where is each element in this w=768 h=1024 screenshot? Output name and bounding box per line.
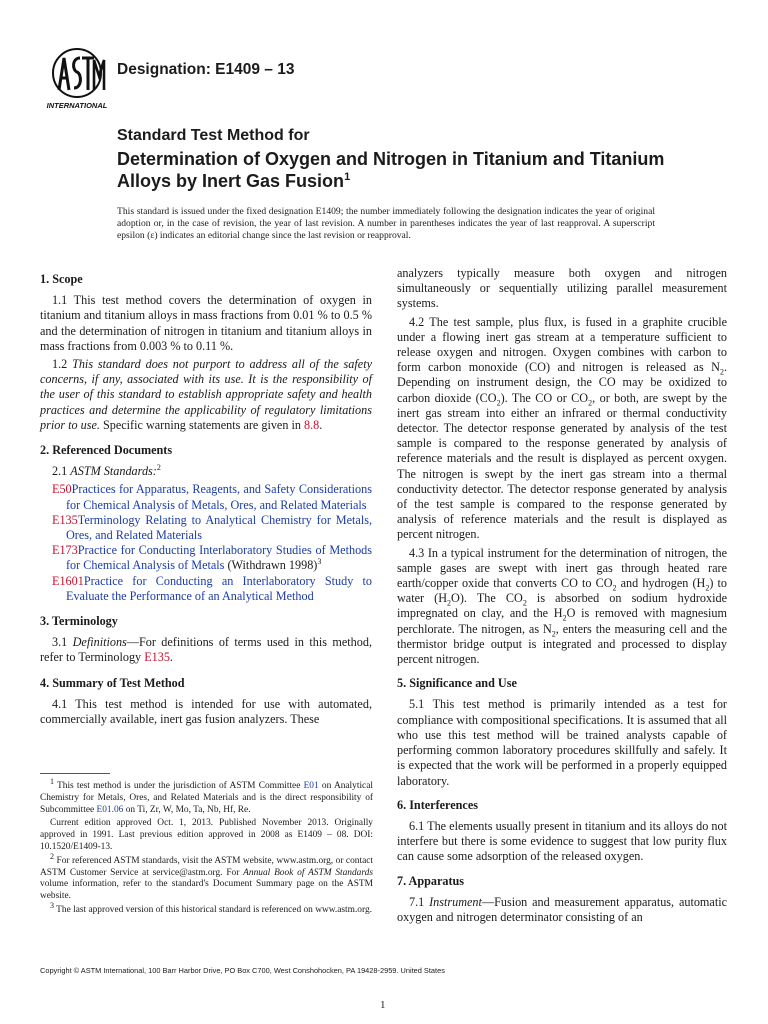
paragraph: 2.1 ASTM Standards:$^2$ [52, 463, 161, 479]
designation: Designation: E1409 – 13 [117, 61, 295, 78]
section-heading: 7. Apparatus [397, 873, 465, 888]
section-heading: 3. Terminology [40, 614, 118, 629]
title-prefix: Standard Test Method for [117, 127, 310, 144]
reference-item[interactable]: E50Practices for Apparatus, Reagents, and Safety Considerations for Chemical Analysis of Metals, Ores, and Related Materials [52, 482, 372, 512]
paragraph: 1.2 This standard does not purport to address all of the safety concerns, if any, associated with its use. It is the responsibility of the user of this standard to establish appropriate safety and health practices and determine the applicability of regulatory limitations prior to use. Specific warning statements are given in 8.8. [40, 357, 372, 432]
document-title: Determination of Oxygen and Nitrogen in Titanium and Titanium Alloys by Inert Gas Fusion$^1$ [117, 149, 665, 191]
reference-item[interactable]: E1601Practice for Conducting an Interlaboratory Study to Evaluate the Performance of an Analytical Method [52, 573, 372, 603]
paragraph: 3.1 Definitions—For definitions of terms used in this method, refer to Terminology E135. [40, 635, 372, 665]
page-number: 1 [380, 999, 386, 1011]
paragraph: 5.1 This test method is primarily intended as a test for compliance with compositional specifications. It is assumed that all who use this test method will be trained analysts capable of performing common laboratory procedures skillfully and safely. It is expected that the work will be performed in a properly equipped laboratory. [397, 697, 727, 788]
footnotes [40, 776, 373, 919]
link-8-8[interactable]: 8.8 [304, 417, 320, 432]
astm-logo [42, 46, 112, 110]
paragraph: 4.1 This test method is intended for use with automated, commercially available, inert gas fusion analyzers. These [40, 696, 372, 727]
paragraph: 4.2 The test sample, plus flux, is fused in a graphite crucible under a flowing inert gas stream at a temperature sufficient to release oxygen and nitrogen. Oxygen combines with carbon to form carbon monoxide (CO) and nitrogen is released as $N_2$. Depending on instrument design, the CO may be oxidized to carbon dioxide $(CO_2)$. The CO or $CO_2$, or both, are swept by the inert gas stream into either an infrared or thermal conductivity detector. The detector response generated by analysis of the test sample is compared to the response generated by analysis of reference materials and the result is displayed as percent oxygen. The nitrogen is swept by the inert gas stream into a thermal conductivity detector. The detector response generated by analysis of the test sample is compared to the response generated by analysis of reference materials and the result is displayed as percent nitrogen. [397, 314, 727, 542]
section-heading: 4. Summary of Test Method [40, 675, 185, 690]
section-heading: 2. Referenced Documents [40, 443, 173, 458]
paragraph: 1.1 This test method covers the determination of oxygen in titanium and titanium alloys in mass fractions from 0.01 % to 0.5 % and the determination of nitrogen in titanium and titanium alloys in mass fractions from 0.003 % to 0.11 %. [40, 293, 372, 353]
footnote-1: $^1$ This test method is under the jurisdiction of ASTM Committee E01 on Analytical Chemistry for Metals, Ores, and Related Materials and is the direct responsibility of Subcommittee E01.06 on Ti, Zr, W, Mo, Ta, Nb, Hf, Re. [40, 776, 373, 815]
paragraph: 4.3 In a typical instrument for the determination of nitrogen, the sample gases are swept with inert gas through heated rare earth/copper oxide that converts CO to $CO_2$ and hydrogen $(H_2)$ to water $(H_2O)$. The $CO_2$ is absorbed on sodium hydroxide impregnated on clay, and the $H_2O$ is removed with magnesium perchlorate. The nitrogen, as $N_2$, enters the measuring cell and the thermistor bridge output is integrated and processed to display percent nitrogen. [397, 545, 727, 667]
logo-wordmark: INTERNATIONAL [46, 101, 108, 110]
reference-item[interactable]: E173Practice for Conducting Interlaboratory Studies of Methods for Chemical Analysis of Metals (Withdrawn 1998)$^3$ [52, 543, 372, 573]
footnote-2: $^2$ For referenced ASTM standards, visit the ASTM website, www.astm.org, or contact ASTM Customer Service at service@astm.org. For Annual Book of ASTM Standards volume information, refer to the standard's Document Summary page on the ASTM website. [40, 851, 373, 902]
paragraph: 7.1 Instrument—Fusion and measurement apparatus, automatic oxygen and nitrogen determinator consisting of an [397, 894, 727, 924]
section-heading: 5. Significance and Use [397, 676, 517, 691]
footnote-rule [40, 773, 110, 774]
paragraph: analyzers typically measure both oxygen and nitrogen simultaneously or sequentially utilizing parallel measurement systems. [397, 266, 727, 311]
paragraph: 6.1 The elements usually present in titanium and its alloys do not interfere but there is some evidence to suggest that low purity flux can cause some adsorption of the released oxygen. [397, 818, 727, 864]
left-column [40, 266, 372, 730]
reference-item[interactable]: E135Terminology Relating to Analytical Chemistry for Metals, Ores, and Related Materials [52, 512, 372, 543]
section-heading: 6. Interferences [397, 797, 478, 812]
right-column [397, 266, 727, 928]
footnote-3: $^3$ The last approved version of this historical standard is referenced on www.astm.org. [50, 900, 372, 915]
section-heading: 1. Scope [40, 272, 83, 286]
copyright: Copyright © ASTM International, 100 Barr Harbor Drive, PO Box C700, West Conshohocken, PA 19428-2959. United States [40, 966, 445, 975]
standard-notice: This standard is issued under the fixed designation E1409; the number immediately following the designation indicates the year of original adoption or, in the case of revision, the year of last revision. A number in parentheses indicates the year of last reapproval. A superscript epsilon (ε) indicates an editorial change since the last revision or reapproval. [117, 206, 655, 242]
footnote-edition: Current edition approved Oct. 1, 2013. Published November 2013. Originally approved in 1991. Last previous edition approved in 2008 as E1409 – 08. DOI: 10.1520/E1409-13. [40, 818, 373, 852]
link-e135[interactable]: E135 [144, 650, 170, 665]
